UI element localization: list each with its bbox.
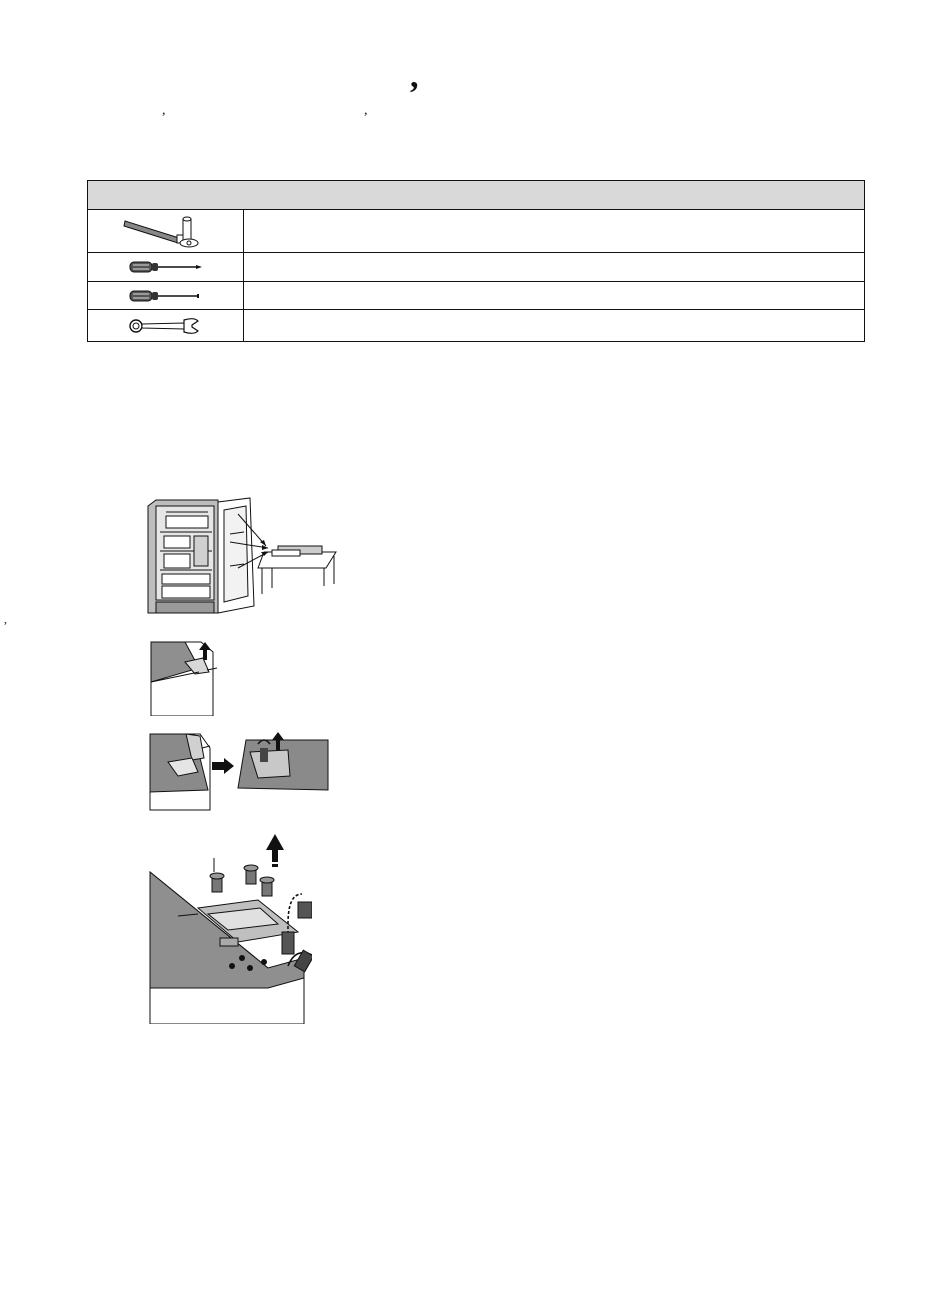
hinge-cover-lift-figure — [149, 638, 219, 716]
tool-description-cell — [244, 310, 864, 341]
tool-description-cell — [244, 210, 864, 252]
socket-wrench-icon — [121, 213, 211, 249]
table-row — [88, 210, 864, 253]
table-row — [88, 310, 864, 341]
table-row — [88, 282, 864, 310]
intro-comma-1: , — [162, 103, 166, 118]
tool-icon-cell — [88, 282, 244, 309]
heading-comma: , — [410, 58, 419, 95]
margin-comma: , — [4, 612, 7, 626]
tools-table — [87, 180, 865, 342]
tool-description-cell — [244, 282, 864, 309]
tool-icon-cell — [88, 310, 244, 341]
phillips-screwdriver-icon — [128, 259, 204, 275]
table-row — [88, 253, 864, 282]
intro-comma-2: , — [364, 103, 368, 118]
spanner-icon — [128, 317, 204, 335]
fridge-remove-shelves-figure — [146, 496, 346, 616]
hinge-cover-wire-figure — [148, 730, 330, 812]
tool-description-cell — [244, 253, 864, 281]
tool-icon-cell — [88, 253, 244, 281]
tool-icon-cell — [88, 210, 244, 252]
tools-table-header — [88, 181, 864, 210]
top-hinge-screws-figure — [148, 828, 312, 1024]
flat-screwdriver-icon — [128, 288, 204, 304]
